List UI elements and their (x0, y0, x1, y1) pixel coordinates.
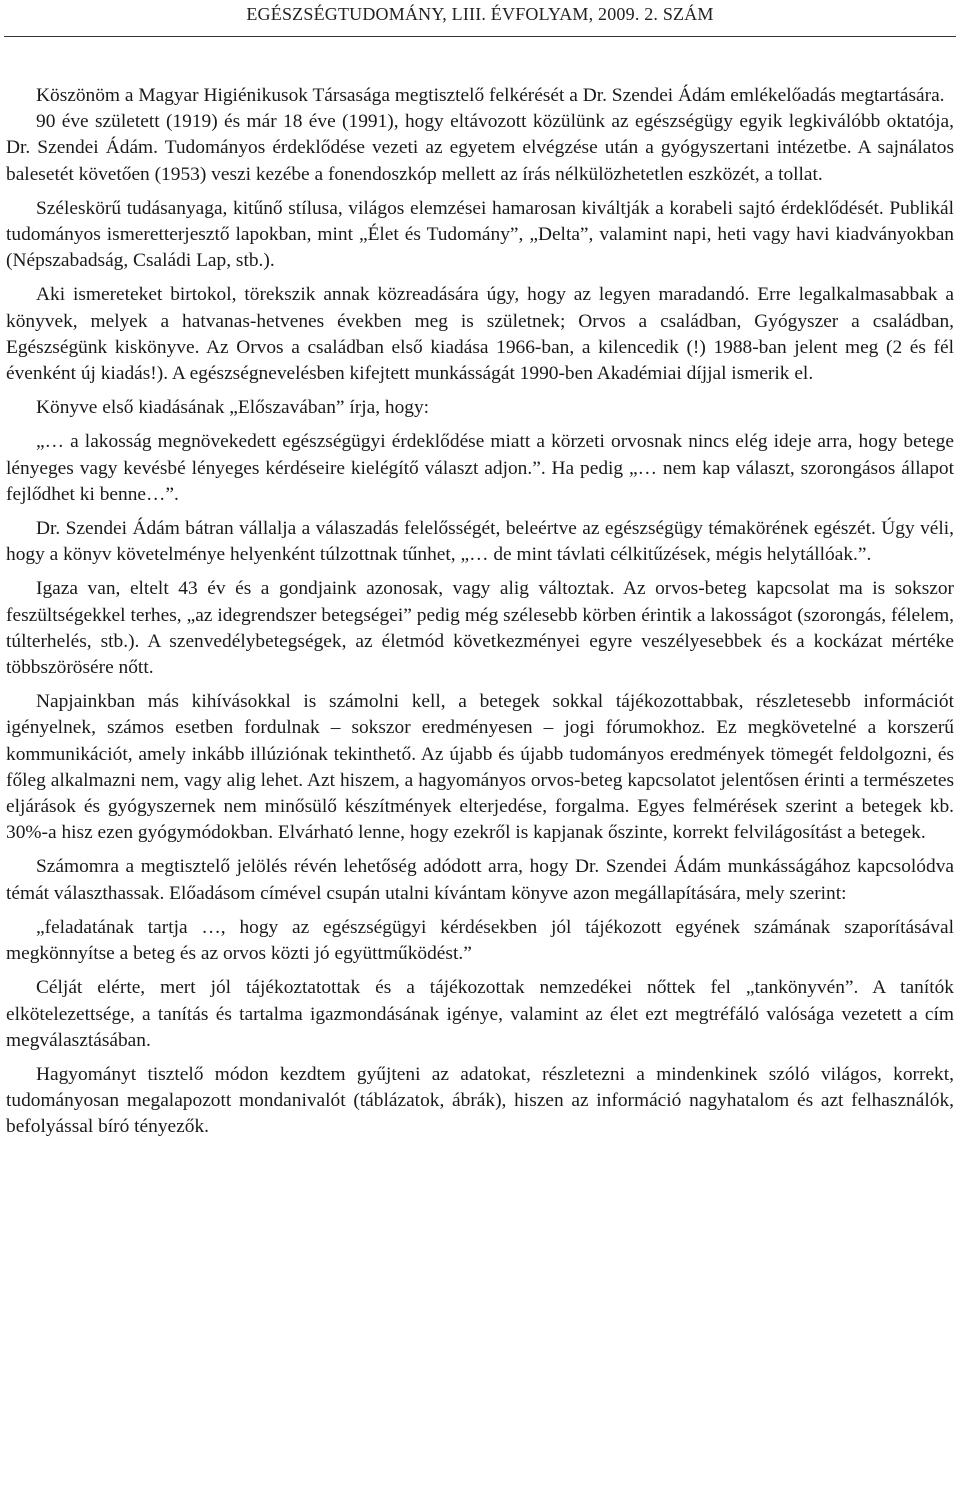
paragraph-biography: 90 éve született (1919) és már 18 éve (1991), hogy eltávozott közülünk az egészségügy egyik legkiválóbb oktatója, Dr. Szendei Ádám. Tudományos érdeklődése vezeti az egyetem elvégzése után a gyógyszertani intézetbe. A sajnálatos balesetét követően (1953) veszi kezébe a fonendoszkóp mellett az írás nélkülözhetetlen eszközét, a tollat. (6, 111, 954, 185)
paragraph-press: Széleskörű tudásanyaga, kitűnő stílusa, világos elemzései hamarosan kiváltják a korabeli sajtó érdeklődését. Publikál tudományos ismeretterjesztő lapokban, mint „Élet és Tudomány”, „Delta”, valamint napi, heti vagy havi kiadványokban (Népszabadság, Családi Lap, stb.). (6, 197, 954, 272)
paragraph-43-years: Igaza van, eltelt 43 év és a gondjaink azonosak, vagy alig változtak. Az orvos-beteg kapcsolat ma is sokszor feszültségekkel terhes, „az idegrendszer betegségei” pedig még szélesebb körben érintik a lakosságot (szorongás, félelem, túlterhelés, stb.). A szenvedélybetegségek, az életmód következményei egyre veszélyesebbek és a kockázat mértéke többszörösére nőtt. (6, 578, 954, 679)
running-header: EGÉSZSÉGTUDOMÁNY, LIII. ÉVFOLYAM, 2009. 2. SZÁM (246, 4, 714, 24)
header-divider (4, 36, 956, 37)
paragraph-books: Aki ismereteket birtokol, törekszik annak közreadására úgy, hogy az legyen maradandó. Erre legalkalmasabbak a könyvek, melyek a hatvanas-hetvenes években meg is születnek; Orvos a családban, Gyógyszer a családban, Egészségünk kiskönyve. Az Orvos a családban első kiadása 1966-ban, a kilencedik (!) 1988-ban jelent meg (2 és fél évenként új kiadás!). A egészségnevelésben kifejtett munkásságát 1990-ben Akadémiai díjjal ismerik el. (6, 284, 954, 385)
paragraph-responsibility: Dr. Szendei Ádám bátran vállalja a válaszadás felelősségét, beleértve az egészségügy témakörének egészét. Úgy véli, hogy a könyv követelménye helyenként túlzottnak tűnhet, „… de mint távlati célkitűzések, mégis helytállóak.”. (6, 518, 954, 566)
paragraph-challenges: Napjainkban más kihívásokkal is számolni kell, a betegek sokkal tájékozottabbak, részletesebb információt igényelnek, számos esetben fordulnak – sokszor eredményesen – jogi fórumokhoz. Ez megkövetelné a korszerű kommunikációt, amely inkább illúziónak tekinthető. Az újabb és újabb tudományos eredmények tömegét feldolgozni, és főleg alkalmazni nem, vagy alig lehet. Azt hiszem, a hagyományos orvos-beteg kapcsolatot jelentősen érinti a természetes eljárások és gyógyszernek nem minősülő készítmények elterjedése, forgalma. Egyes felmérések szerint a betegek kb. 30%-a hisz ezen gyógymódokban. Elvárható lenne, hogy ezekről is kapjanak őszinte, korrekt felvilágosítást a betegek. (6, 691, 954, 844)
paragraph-goal: Célját elérte, mert jól tájékoztatottak és a tájékozottak nemzedékei nőttek fel „tankönyvén”. A tanítók elkötelezettsége, a tanítás és tartalma igazmondásának igénye, valamint az élet ezt megtréfáló valósága vezetett a cím megválasztásában. (6, 977, 954, 1051)
paragraph-preface-intro: Könyve első kiadásának „Előszavában” írja, hogy: (36, 397, 430, 419)
article-body (6, 83, 954, 1149)
paragraph-task-quote: „feladatának tartja …, hogy az egészségügyi kérdésekben jól tájékozott egyének számának szaporításával megkönnyítse a beteg és az orvos közti jó együttműködést.” (6, 916, 954, 965)
paragraph-thanks: Köszönöm a Magyar Higiénikusok Társasága megtisztelő felkérését a Dr. Szendei Ádám emlékelőadás megtartására. (36, 85, 945, 106)
paragraph-nomination: Számomra a megtisztelő jelölés révén lehetőség adódott arra, hogy Dr. Szendei Ádám munkásságához kapcsolódva témát választhassak. Előadásom címével csupán utalni kívántam könyve azon megállapítására, mely szerint: (6, 856, 954, 904)
paragraph-tradition: Hagyományt tisztelő módon kezdtem gyűjteni az adatokat, részletezni a mindenkinek szóló világos, korrekt, tudományosan megalapozott mondanivalót (táblázatok, ábrák), hiszen az információ nagyhatalom és azt felhasználók, befolyással bíró tényezők. (6, 1063, 954, 1138)
paragraph-preface-quote: „… a lakosság megnövekedett egészségügyi érdeklődése miatt a körzeti orvosnak nincs elég ideje arra, hogy betege lényeges vagy kevésbé lényeges kérdéseire kielégítő választ adjon.”. Ha pedig „… nem kap választ, szorongásos állapot fejlődhet ki benne…”. (6, 431, 954, 505)
